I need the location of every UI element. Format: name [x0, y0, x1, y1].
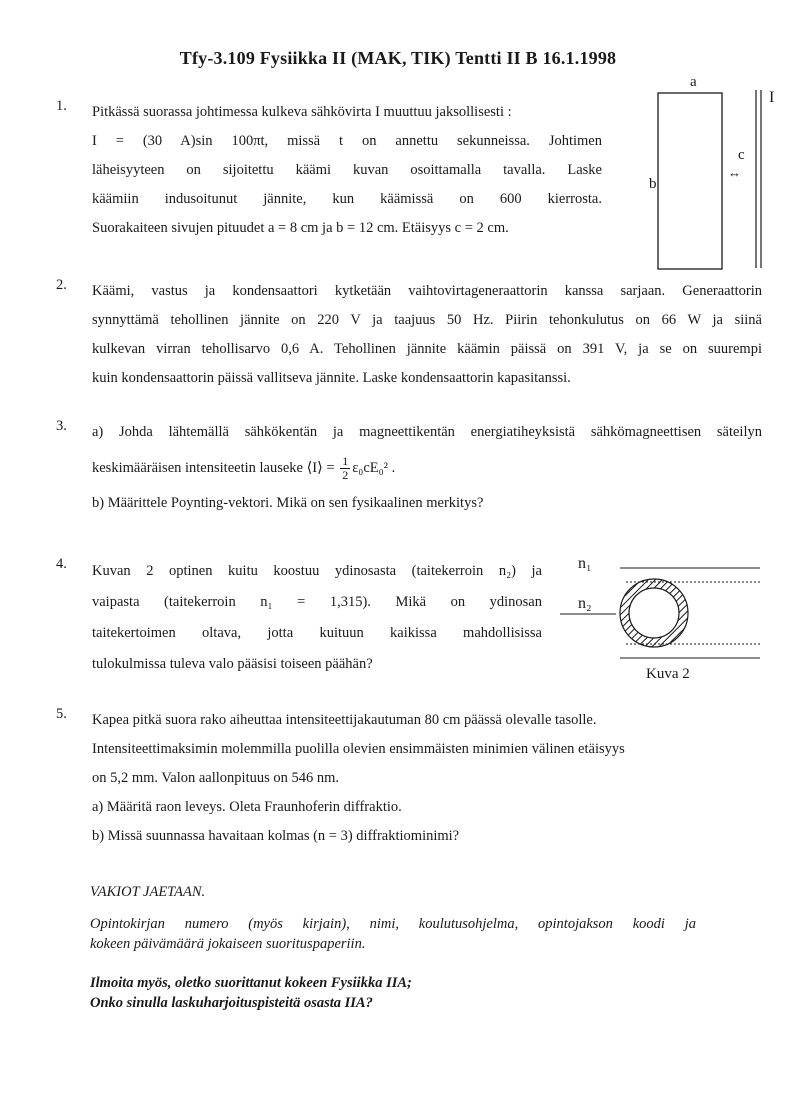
coil-rectangle — [658, 93, 722, 269]
label-n2: n₂ — [578, 595, 592, 612]
label-c: c — [738, 147, 745, 163]
problem-5-line: Kapea pitkä suora rako aiheuttaa intensiteettijakautuman 80 cm päässä olevalle tasolle. — [92, 712, 597, 728]
distance-arrow: ↔ — [728, 165, 741, 180]
problem-2-line: kulkevan virran tehollisarvo 0,6 A. Tehollinen jännite käämin päissä on 391 V, ja se on suurempi — [92, 341, 762, 357]
formula-fraction — [340, 455, 350, 482]
label-current: I — [769, 89, 775, 106]
coil-figure — [640, 66, 780, 276]
problem-3-number: 3. — [56, 418, 67, 434]
problem-1-text — [92, 98, 602, 243]
formula-suffix: ε₀cE₀² . — [352, 460, 396, 476]
notice-line: Ilmoita myös, oletko suorittanut kokeen Fysiikka IIA; — [90, 975, 412, 991]
problem-4-line: Kuvan 2 optinen kuitu koostuu ydinosasta (taitekerroin n₂) ja — [92, 563, 542, 579]
problem-3-formula-line — [92, 447, 762, 489]
problem-5-line: b) Missä suunnassa havaitaan kolmas (n = 3) diffraktiominimi? — [92, 828, 460, 844]
problem-5-line: a) Määritä raon leveys. Oleta Fraunhoferin diffraktio. — [92, 799, 402, 815]
label-b: b — [649, 176, 657, 192]
page-title: Tfy-3.109 Fysiikka II (MAK, TIK) Tentti II B 16.1.1998 — [179, 48, 617, 68]
notice-line: Onko sinulla laskuharjoituspisteitä osasta IIA? — [90, 995, 373, 1011]
problem-4-number: 4. — [56, 556, 67, 572]
problem-2-line: synnyttämä tehollinen jännite on 220 V ja taajuus 50 Hz. Piirin tehonkulutus on 66 W ja siinä — [92, 312, 762, 328]
figure-2-caption: Kuva 2 — [646, 666, 690, 682]
label-a: a — [690, 74, 697, 90]
constants-note: VAKIOT JAETAAN. — [90, 884, 206, 900]
problem-3-text — [92, 418, 762, 518]
problem-5-line: on 5,2 mm. Valon aallonpituus on 546 nm. — [92, 770, 340, 786]
problem-4-line: tulokulmissa tuleva valo pääsisi toiseen päähän? — [92, 656, 373, 672]
problem-1-line: I = (30 A)sin 100πt, missä t on annettu sekunneissa. Johtimen — [92, 133, 602, 149]
problem-1-line: käämiin indusoitunut jännite, kun käämissä on 600 kierrosta. — [92, 191, 602, 207]
instructions — [90, 914, 696, 954]
problem-5-text — [92, 706, 732, 851]
problem-3-line-a: a) Johda lähtemällä sähkökentän ja magneettikentän energiatiheyksistä sähkömagneettisen säteilyn — [92, 424, 762, 440]
fraction-denominator: 2 — [342, 468, 349, 483]
label-n1: n₁ — [578, 555, 592, 572]
problem-4-line: taitekertoimen oltava, jotta kuituun kaikissa mahdollisissa — [92, 625, 542, 641]
problem-1-number: 1. — [56, 98, 67, 114]
core-cross-section — [629, 588, 679, 638]
instructions-line: kokeen päivämäärä jokaiseen suorituspaperiin. — [90, 936, 366, 952]
fiber-figure — [560, 540, 760, 690]
problem-2-number: 2. — [56, 277, 67, 293]
problem-2-text — [92, 277, 762, 393]
instructions-line: Opintokirjan numero (myös kirjain), nimi, koulutusohjelma, opintojakson koodi ja — [90, 916, 696, 932]
problem-3-line-b: b) Määrittele Poynting-vektori. Mikä on sen fysikaalinen merkitys? — [92, 495, 484, 511]
problem-5-number: 5. — [56, 706, 67, 722]
problem-2-line: kuin kondensaattorin päissä vallitseva jännite. Laske kondensaattorin kapasitanssi. — [92, 370, 571, 386]
problem-1-line: Suorakaiteen sivujen pituudet a = 8 cm ja b = 12 cm. Etäisyys c = 2 cm. — [92, 220, 509, 236]
problem-1-line: läheisyyteen on sijoitettu käämi kuvan osoittamalla tavalla. Laske — [92, 162, 602, 178]
notice — [90, 973, 412, 1013]
fraction-numerator: 1 — [342, 454, 349, 469]
problem-1-line: Pitkässä suorassa johtimessa kulkeva sähkövirta I muuttuu jaksollisesti : — [92, 104, 512, 120]
formula-prefix: keskimääräisen intensiteetin lauseke ⟨I⟩ = — [92, 460, 339, 476]
problem-5-line: Intensiteettimaksimin molemmilla puolilla olevien ensimmäisten minimien välinen etäisyys — [92, 741, 625, 757]
problem-2-line: Käämi, vastus ja kondensaattori kytketään vaihtovirtageneraattorin kanssa sarjaan. Generaattorin — [92, 283, 762, 299]
problem-4-line: vaipasta (taitekerroin n₁ = 1,315). Mikä on ydinosan — [92, 594, 542, 610]
problem-4-text — [92, 556, 542, 680]
